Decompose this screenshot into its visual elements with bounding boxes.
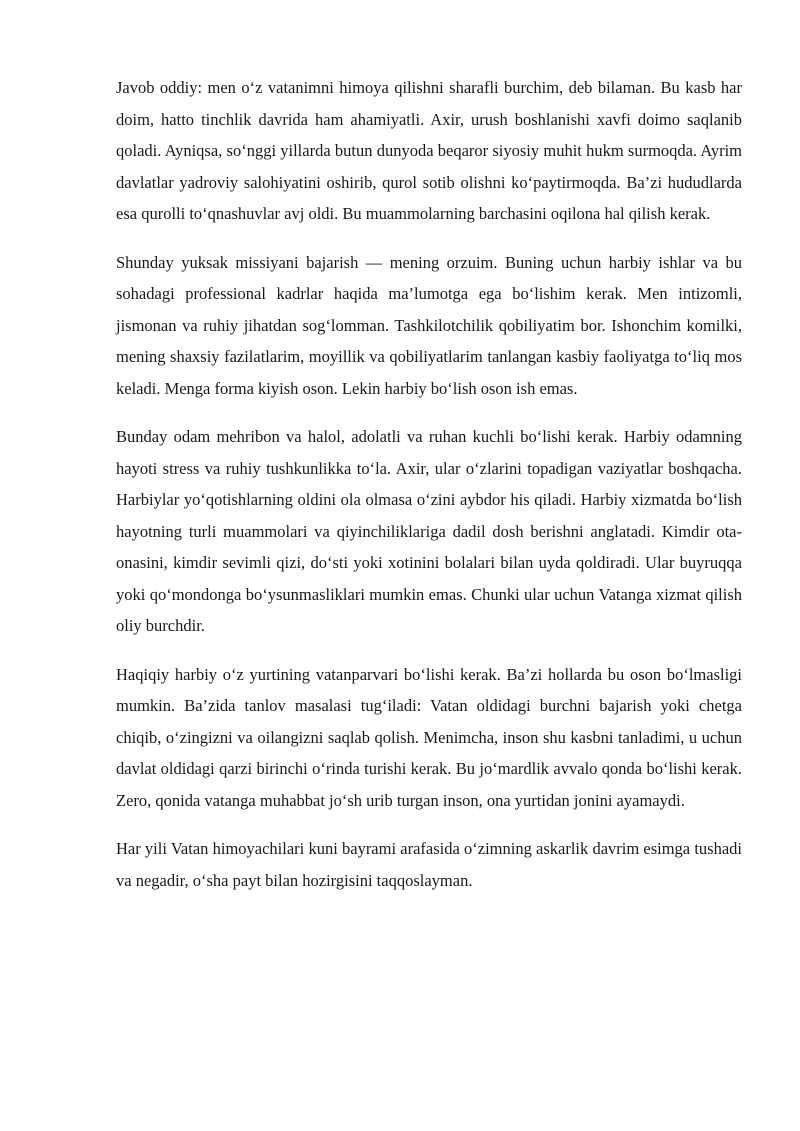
paragraph-2: Shunday yuksak missiyani bajarish — mening orzuim. Buning uchun harbiy ishlar va bu sohadagi professional kadrlar haqida ma’lumotga ega bo‘lishim kerak. Men intizomli, jismonan va ruhiy jihatdan sog‘lomman. Tashkilotchilik qobiliyatim bor. Ishonchim komilki, mening shaxsiy fazilatlarim, moyillik va qobiliyatlarim tanlangan kasbiy faoliyatga to‘liq mos keladi. Menga forma kiyish oson. Lekin harbiy bo‘lish oson ish emas. bbox=[116, 252, 742, 398]
paragraph-5: Har yili Vatan himoyachilari kuni bayrami arafasida o‘zimning askarlik davrim esimga tushadi va negadir, o‘sha payt bilan hozirgisini taqqoslayman. bbox=[116, 839, 742, 890]
paragraph-1: Javob oddiy: men o‘z vatanimni himoya qilishni sharafli burchim, deb bilaman. Bu kasb har doim, hatto tinchlik davrida ham ahamiyatli. Axir, urush boshlanishi xavfi doimo saqlanib qoladi. Ayniqsa, so‘nggi yillarda butun dunyoda beqaror siyosiy muhit hukm surmoqda. Ayrim davlatlar yadroviy salohiyatini oshirib, qurol sotib olishni ko‘paytirmoqda. Ba’zi hududlarda esa qurolli to‘qnashuvlar avj oldi. Bu muammolarning barchasini oqilona hal qilish kerak. bbox=[116, 78, 742, 223]
paragraph-4: Haqiqiy harbiy o‘z yurtining vatanparvari bo‘lishi kerak. Ba’zi hollarda bu oson bo‘lmasligi mumkin. Ba’zida tanlov masalasi tug‘iladi: Vatan oldidagi burchni bajarish yoki chetga chiqib, o‘zingizni va oilangizni saqlab qolish. Menimcha, inson shu kasbni tanladimi, u uchun davlat oldidagi qarzi birinchi o‘rinda turishi kerak. Bu jo‘mardlik avvalo qonda bo‘lishi kerak. Zero, qonida vatanga muhabbat jo‘sh urib turgan inson, ona yurtidan jonini ayamaydi. bbox=[116, 664, 742, 810]
document-page bbox=[116, 72, 742, 896]
paragraph-3: Bunday odam mehribon va halol, adolatli va ruhan kuchli bo‘lishi kerak. Harbiy odamning hayoti stress va ruhiy tushkunlikka to‘la. Axir, ular o‘zlarini topadigan vaziyatlar boshqacha. Harbiylar yo‘qotishlarning oldini ola olmasa o‘zini aybdor his qiladi. Harbiy xizmatda bo‘lish hayotning turli muammolari va qiyinchiliklariga dadil dosh berishni anglatadi. Kimdir ota-onasini, kimdir sevimli qizi, do‘sti yoki xotinini bolalari bilan uyda qoldiradi. Ular buyruqqa yoki qo‘mondonga bo‘ysunmasliklari mumkin emas. Chunki ular uchun Vatanga xizmat qilish oliy burchdir. bbox=[116, 427, 742, 635]
